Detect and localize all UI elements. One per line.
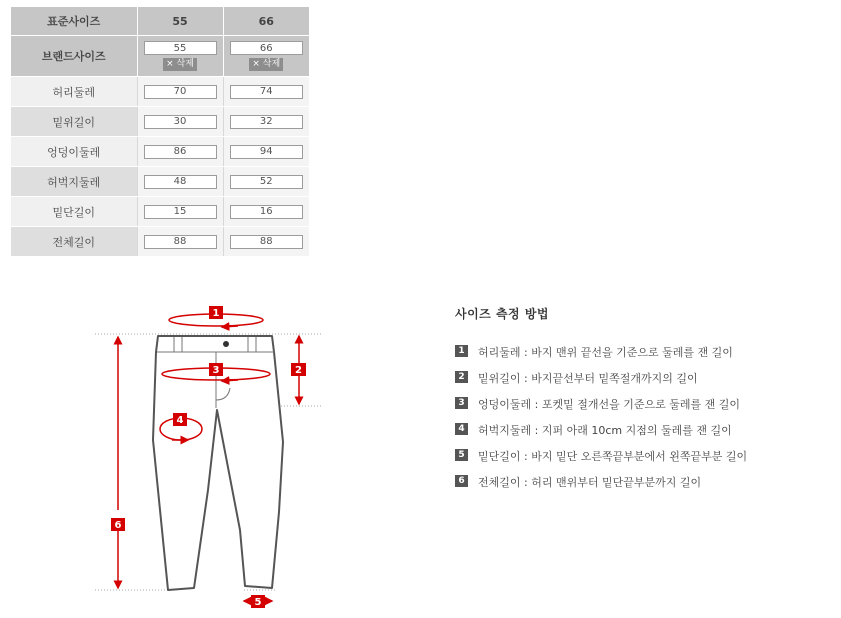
number-badge: 5	[455, 449, 468, 461]
header-size-55: 55	[137, 7, 223, 36]
table-row-rise	[11, 107, 309, 137]
measure-input[interactable]	[230, 145, 303, 159]
brand-size-cell-1	[137, 36, 223, 77]
method-text: 엉덩이둘레 : 포켓밑 절개선을 기준으로 둘레를 잰 길이	[478, 398, 740, 411]
svg-text:1: 1	[212, 308, 220, 319]
table-row-waist	[11, 77, 309, 107]
measurement-method	[455, 305, 835, 500]
row-label: 엉덩이둘레	[11, 137, 137, 167]
number-badge: 6	[455, 475, 468, 487]
row-label: 밑단길이	[11, 197, 137, 227]
measure-input[interactable]	[144, 175, 217, 189]
method-item-4	[455, 422, 835, 448]
number-badge: 4	[455, 423, 468, 435]
marker-6	[111, 518, 125, 531]
number-badge: 3	[455, 397, 468, 409]
method-item-1	[455, 344, 835, 370]
measure-input[interactable]	[230, 115, 303, 129]
header-row	[11, 7, 309, 36]
size-table	[11, 7, 309, 257]
table-row-hip	[11, 137, 309, 167]
row-label: 허리둘레	[11, 77, 137, 107]
table-row-hem	[11, 197, 309, 227]
measure-input[interactable]	[230, 205, 303, 219]
row-label: 전체길이	[11, 227, 137, 257]
method-text: 밑단길이 : 바지 밑단 오른쪽끝부분에서 왼쪽끝부분 길이	[478, 450, 748, 463]
marker-2	[291, 363, 306, 376]
method-item-3	[455, 396, 835, 422]
marker-1	[209, 306, 223, 319]
method-text: 허벅지둘레 : 지퍼 아래 10cm 지점의 둘레를 잰 길이	[478, 424, 732, 437]
number-badge: 1	[455, 345, 468, 357]
method-item-5	[455, 448, 835, 474]
measure-input[interactable]	[230, 235, 303, 249]
method-text: 밑위길이 : 바지끝선부터 밑쪽절개까지의 길이	[478, 372, 698, 385]
marker-4	[173, 413, 187, 426]
measure-input[interactable]	[144, 235, 217, 249]
row-label: 밑위길이	[11, 107, 137, 137]
brand-size-input-1[interactable]	[144, 41, 217, 55]
brand-size-input-2[interactable]	[230, 41, 303, 55]
svg-text:4: 4	[176, 415, 184, 426]
measure-input[interactable]	[144, 145, 217, 159]
marker-5	[251, 595, 265, 608]
svg-text:3: 3	[212, 365, 220, 376]
svg-text:6: 6	[114, 520, 122, 531]
button-icon	[223, 341, 229, 347]
row-label: 허벅지둘레	[11, 167, 137, 197]
brand-size-cell-2	[223, 36, 309, 77]
svg-text:5: 5	[254, 597, 262, 608]
brand-size-label: 브랜드사이즈	[11, 36, 137, 77]
measure-input[interactable]	[230, 175, 303, 189]
svg-text:2: 2	[295, 365, 302, 376]
brand-size-row	[11, 36, 309, 77]
measure-input[interactable]	[144, 85, 217, 99]
header-label: 표준사이즈	[11, 7, 137, 36]
method-text: 전체길이 : 허리 맨위부터 밑단끝부분까지 길이	[478, 476, 702, 489]
marker-3	[209, 363, 223, 376]
table-row-length	[11, 227, 309, 257]
header-size-66: 66	[223, 7, 309, 36]
table-row-thigh	[11, 167, 309, 197]
method-item-6	[455, 474, 835, 500]
delete-button-2[interactable]: × 삭제	[249, 58, 283, 71]
measure-input[interactable]	[230, 85, 303, 99]
method-item-2	[455, 370, 835, 396]
delete-button-1[interactable]: × 삭제	[163, 58, 197, 71]
number-badge: 2	[455, 371, 468, 383]
measure-input[interactable]	[144, 205, 217, 219]
measure-input[interactable]	[144, 115, 217, 129]
method-title: 사이즈 측정 방법	[455, 307, 550, 321]
pants-measurement-diagram	[0, 290, 360, 615]
method-text: 허리둘레 : 바지 맨위 끝선을 기준으로 둘레를 잰 길이	[478, 346, 733, 359]
